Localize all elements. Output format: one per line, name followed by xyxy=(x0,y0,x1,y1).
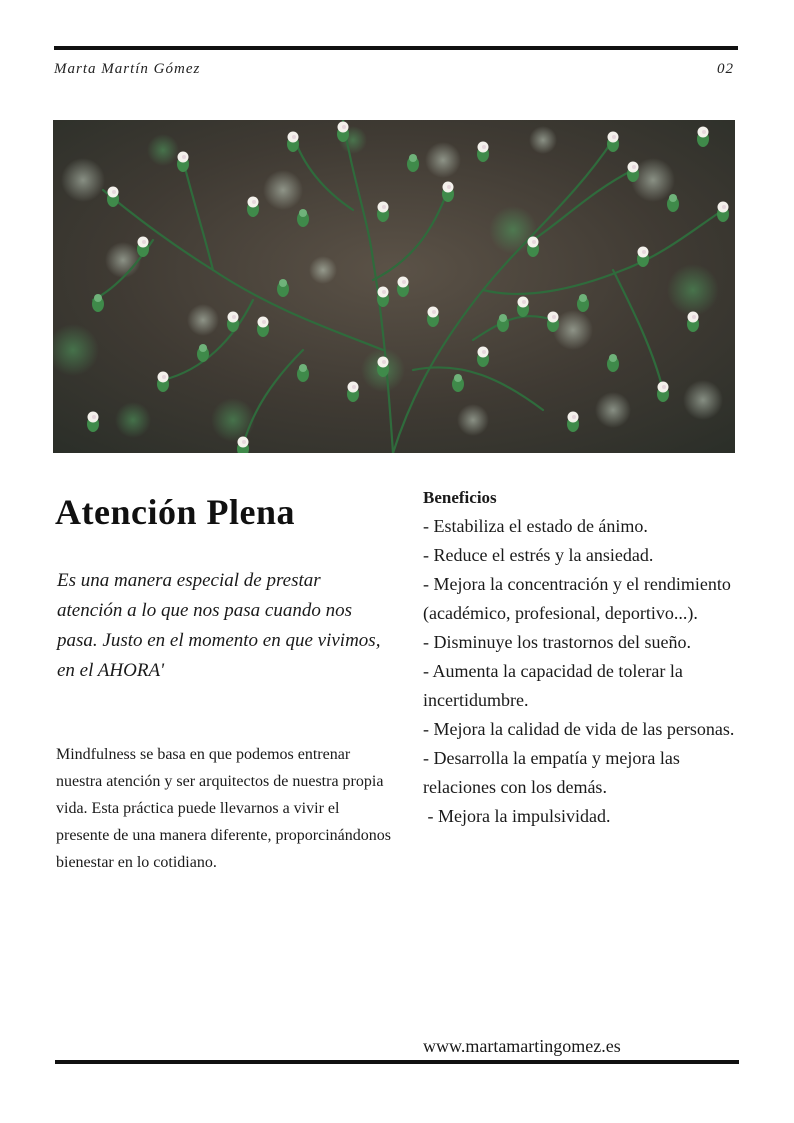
flower-bud xyxy=(347,382,359,403)
flower-bud xyxy=(87,412,99,433)
intro-paragraph: Mindfulness se basa en que podemos entrenar nuestra atención y ser arquitectos de nuestra propia vida. Esta práctica puede llevarnos a vivir el presente de una manera diferente, proporcinándonos bienestar en lo cotidiano. xyxy=(56,746,391,871)
bokeh-blob xyxy=(309,256,337,284)
flower-bud xyxy=(627,162,639,183)
benefit-item: - Mejora la impulsividad. xyxy=(423,806,611,826)
flower-bud xyxy=(547,312,559,333)
benefit-item: - Desarrolla la empatía y mejora las relaciones con los demás. xyxy=(423,748,685,797)
flower-bud xyxy=(107,187,119,208)
bokeh-blob xyxy=(211,398,255,442)
flower-bud xyxy=(477,142,489,163)
bokeh-blob xyxy=(457,404,489,436)
flower-bud xyxy=(717,202,729,223)
flower-bud xyxy=(287,132,299,153)
bokeh-blob xyxy=(263,170,303,210)
flower-bud xyxy=(227,312,239,333)
flower-bud xyxy=(427,307,439,328)
flower-bud xyxy=(567,412,579,433)
bokeh-blob xyxy=(187,304,219,336)
flower-bud xyxy=(697,127,709,148)
flower-bud xyxy=(442,182,454,203)
bokeh-blob xyxy=(425,142,461,178)
flower-bud xyxy=(517,297,529,318)
bokeh-blob xyxy=(147,134,179,166)
benefit-item: - Aumenta la capacidad de tolerar la incertidumbre. xyxy=(423,661,688,710)
benefits-list xyxy=(423,483,743,831)
bokeh-blob xyxy=(683,380,723,420)
flower-bud xyxy=(657,382,669,403)
flower-photo-illustration xyxy=(53,120,735,453)
bokeh-blob xyxy=(529,126,557,154)
website-link[interactable]: www.martamartingomez.es xyxy=(423,1036,621,1056)
flower-bud xyxy=(637,247,649,268)
flower-bud xyxy=(337,122,349,143)
bokeh-blob xyxy=(667,264,719,316)
flower-photo xyxy=(53,120,735,453)
flower-bud xyxy=(377,287,389,308)
benefit-item: - Estabiliza el estado de ánimo. xyxy=(423,516,648,536)
page-number: 02 xyxy=(717,61,734,77)
bottom-rule xyxy=(55,1060,739,1064)
flower-bud xyxy=(527,237,539,258)
article-title: Atención Plena xyxy=(55,492,295,532)
flower-bud xyxy=(257,317,269,338)
flower-bud xyxy=(377,202,389,223)
flower-bud xyxy=(247,197,259,218)
benefit-item: - Disminuye los trastornos del sueño. xyxy=(423,632,691,652)
flower-bud xyxy=(177,152,189,173)
author-name: Marta Martín Gómez xyxy=(54,61,201,77)
bokeh-blob xyxy=(61,158,105,202)
benefit-item: - Reduce el estrés y la ansiedad. xyxy=(423,545,654,565)
flower-bud xyxy=(687,312,699,333)
flower-bud xyxy=(477,347,489,368)
benefit-item: - Mejora la calidad de vida de las personas. xyxy=(423,719,735,739)
benefit-item: - Mejora la concentración y el rendimiento (académico, profesional, deportivo...). xyxy=(423,574,736,623)
flower-bud xyxy=(157,372,169,393)
bokeh-blob xyxy=(115,402,151,438)
flower-bud xyxy=(607,132,619,153)
bokeh-blob xyxy=(553,310,593,350)
flower-bud xyxy=(397,277,409,298)
bokeh-blob xyxy=(595,392,631,428)
flower-bud xyxy=(137,237,149,258)
flower-bud xyxy=(377,357,389,378)
bokeh-blob xyxy=(105,242,141,278)
definition-quote: Es una manera especial de prestar atención a lo que nos pasa cuando nos pasa. Justo en el momento en que vivimos, en el AHORA' xyxy=(57,570,381,681)
flower-bud xyxy=(237,437,249,454)
benefits-heading: Beneficios xyxy=(423,488,497,507)
top-rule xyxy=(54,46,738,50)
